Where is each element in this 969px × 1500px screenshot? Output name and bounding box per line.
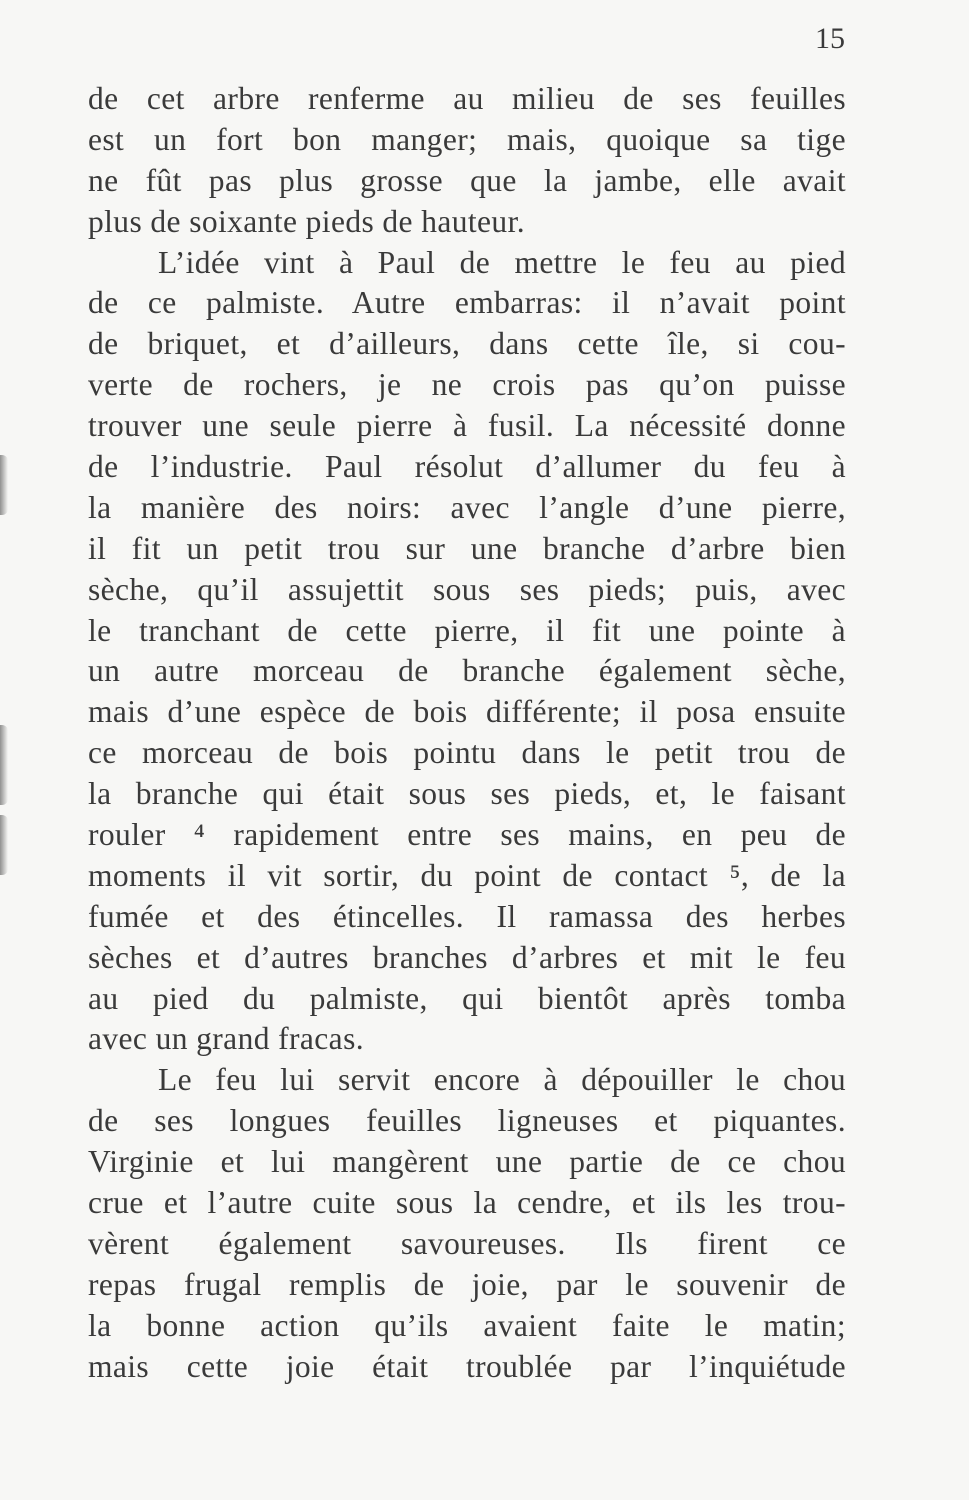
text-line: un autre morceau de branche également sèche,	[88, 653, 846, 689]
text-line: L’idée vint à Paul de mettre le feu au pied	[158, 244, 846, 280]
text-line: crue et l’autre cuite sous la cendre, et ils les trou-	[88, 1185, 846, 1221]
text-line: fumée et des étincelles. Il ramassa des herbes	[88, 898, 846, 934]
text-line: trouver une seule pierre à fusil. La nécessité donne	[88, 408, 846, 444]
text-line: Virginie et lui mangèrent une partie de ce chou	[88, 1144, 846, 1180]
text-line: Le feu lui servit encore à dépouiller le chou	[158, 1062, 846, 1098]
text-line: le tranchant de cette pierre, il fit une pointe à	[88, 612, 846, 648]
text-line: plus de soixante pieds de hauteur.	[88, 203, 526, 239]
body-text	[88, 79, 846, 1388]
text-line: vèrent également savoureuses. Ils firent ce	[88, 1225, 846, 1261]
page-edge-shadow	[0, 815, 8, 875]
page-number: 15	[815, 22, 845, 55]
text-line: verte de rochers, je ne crois pas qu’on puisse	[88, 367, 846, 403]
text-line: repas frugal remplis de joie, par le souvenir de	[88, 1266, 846, 1302]
text-line: il fit un petit trou sur une branche d’arbre bien	[88, 530, 846, 566]
text-line: est un fort bon manger; mais, quoique sa tige	[88, 121, 846, 157]
page-edge-shadow	[0, 725, 8, 805]
text-line: la branche qui était sous ses pieds, et, le faisant	[88, 776, 846, 812]
text-line: sèche, qu’il assujettit sous ses pieds; puis, avec	[88, 571, 846, 607]
text-line: mais d’une espèce de bois différente; il posa ensuite	[88, 694, 846, 730]
text-line: ce morceau de bois pointu dans le petit trou de	[88, 735, 846, 771]
text-line: de ce palmiste. Autre embarras: il n’avait point	[88, 285, 846, 321]
text-line: de l’industrie. Paul résolut d’allumer du feu à	[88, 449, 846, 485]
text-line: la bonne action qu’ils avaient faite le matin;	[88, 1307, 846, 1343]
text-line: la manière des noirs: avec l’angle d’une pierre,	[88, 489, 846, 525]
text-line: de cet arbre renferme au milieu de ses feuilles	[88, 81, 846, 116]
text-line: de briquet, et d’ailleurs, dans cette île, si cou-	[88, 326, 846, 362]
page-edge-shadow	[0, 455, 8, 515]
text-line: de ses longues feuilles ligneuses et piquantes.	[88, 1103, 846, 1139]
text-line: sèches et d’autres branches d’arbres et mit le feu	[88, 939, 846, 975]
text-line: moments il vit sortir, du point de contact ⁵, de la	[88, 857, 846, 893]
text-line: ne fût pas plus grosse que la jambe, elle avait	[88, 162, 846, 198]
text-line: rouler ⁴ rapidement entre ses mains, en peu de	[88, 817, 846, 853]
text-line: avec un grand fracas.	[88, 1021, 364, 1057]
text-line: mais cette joie était troublée par l’inquiétude	[88, 1348, 846, 1384]
text-line: au pied du palmiste, qui bientôt après tomba	[88, 980, 846, 1016]
